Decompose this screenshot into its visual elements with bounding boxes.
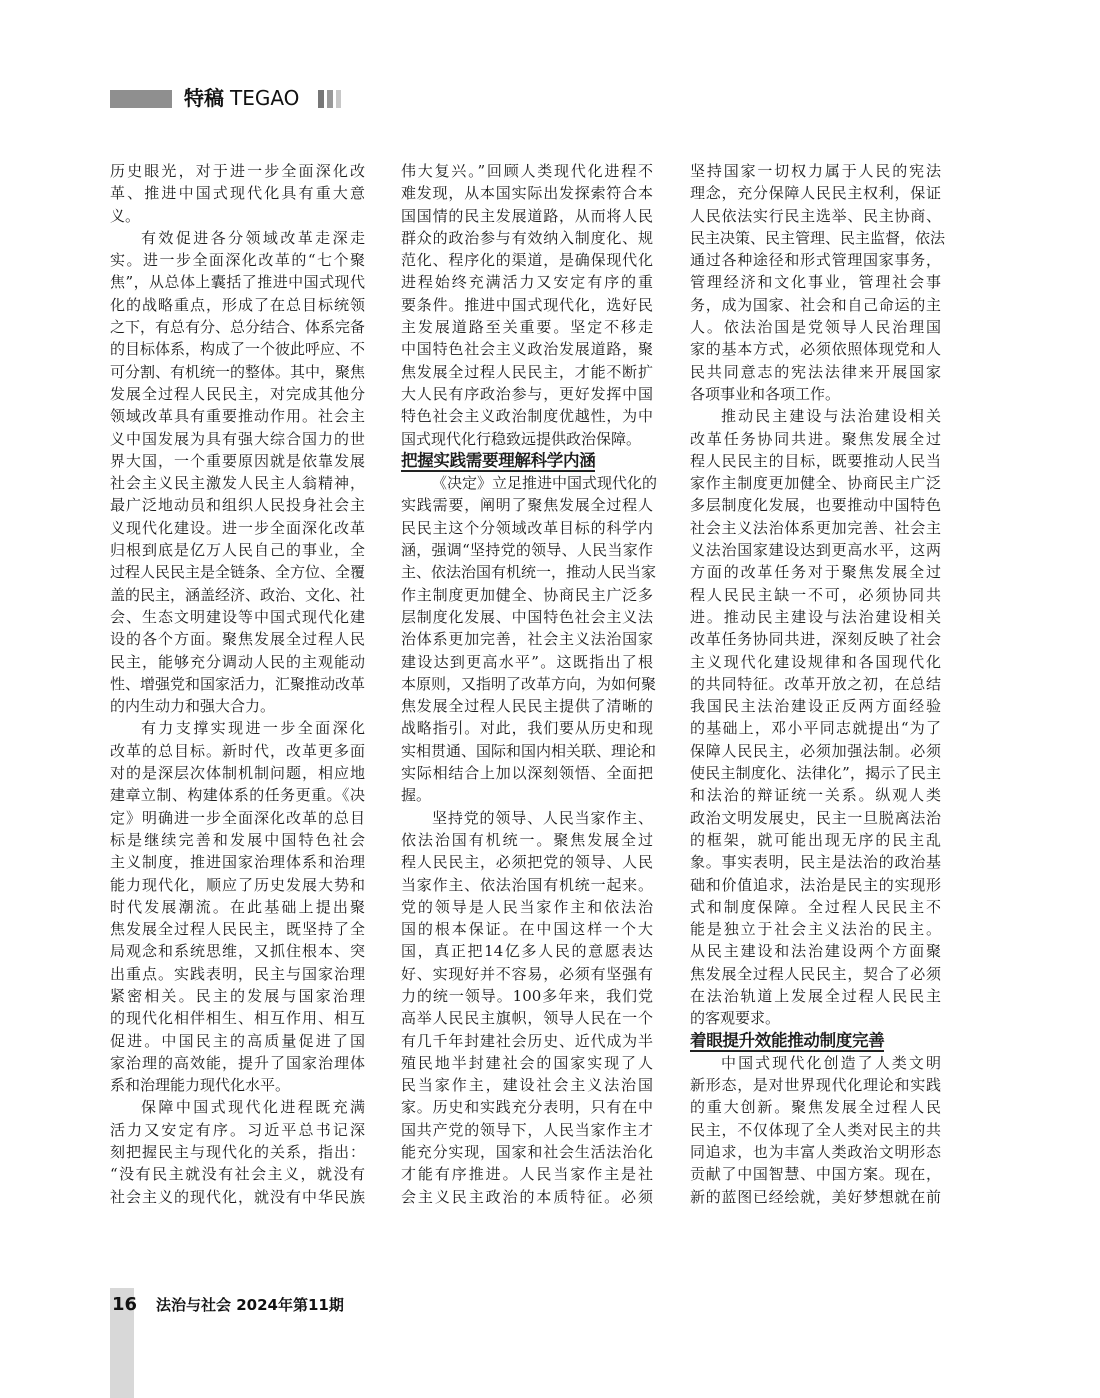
- text-line: 实。进一步全面深化改革的“七个聚: [110, 251, 365, 270]
- text-line: 民主决策、民主管理、民主监督，依法: [690, 228, 946, 247]
- text-line: 坚持党的领导、人民当家作主、: [432, 808, 653, 827]
- text-line: 的框架，就可能出现无序的民主乱: [690, 830, 941, 849]
- header-marks-decoration: [318, 90, 348, 108]
- header-bar-decoration: [110, 90, 172, 108]
- section-title: [184, 85, 299, 111]
- text-line: 程人民民主缺一不可，必须协同共: [690, 585, 941, 604]
- text-line: 本原则，又指明了改革方向，为如何聚: [401, 674, 657, 693]
- text-column-1: [110, 160, 365, 1270]
- text-line: “没有民主就没有社会主义，就没有: [110, 1165, 365, 1184]
- text-line: 时代发展潮流。在此基础上提出聚: [110, 897, 365, 916]
- text-line: 主义现代化建设规律和各国现代化: [690, 652, 941, 671]
- text-line: 中国式现代化创造了人类文明: [721, 1053, 941, 1072]
- text-line: 殖民地半封建社会的国家实现了人: [401, 1053, 653, 1072]
- text-line: 保障中国式现代化进程既充满: [141, 1098, 365, 1117]
- text-line: 家的基本方式，必须依照体现党和人: [690, 340, 941, 359]
- text-column-3: [690, 160, 946, 1270]
- text-line: 历史眼光，对于进一步全面深化改: [110, 162, 365, 180]
- section-heading-text: 把握实践需要理解科学内涵: [401, 450, 596, 470]
- text-line: 焦发展全过程人民民主，既坚持了全: [110, 920, 365, 939]
- text-line: 主、依法治国有机统一，推动人民当家: [401, 563, 657, 582]
- text-line: 群众的政治参与有效纳入制度化、规: [401, 228, 653, 247]
- text-line: 推动民主建设与法治建设相关: [721, 407, 941, 426]
- text-line: 民主，能够充分调动人民的主观能动: [110, 652, 365, 671]
- text-line: 能是独立于社会主义法治的民主。: [690, 920, 941, 939]
- text-line: 主发展道路至关重要。坚定不移走: [401, 318, 653, 337]
- text-line: 有几千年封建社会历史、近代成为半: [401, 1031, 653, 1050]
- text-line: 涵，强调“坚持党的领导、人民当家作: [401, 541, 653, 560]
- text-line: 家作主制度更加健全、协商民主广泛: [690, 474, 941, 493]
- text-line: 国国情的民主发展道路，从而将人民: [401, 206, 653, 225]
- text-line: 保障人民民主，必须加强法制。必须: [690, 741, 941, 760]
- text-line: 社会主义民主激发人民主人翁精神，: [110, 474, 365, 493]
- text-line: 要条件。推进中国式现代化，选好民: [401, 295, 653, 314]
- text-line: 焦发展全过程人民民主，契合了必须: [690, 964, 941, 983]
- text-line: 焦”，从总体上囊括了推进中国式现代: [110, 273, 365, 292]
- text-line: 务，成为国家、社会和自己命运的主: [690, 295, 941, 314]
- text-line: 活力又安定有序。习近平总书记深: [110, 1120, 365, 1139]
- text-column-2: [401, 160, 658, 1270]
- text-line: 治体系更加完善，社会主义法治国家: [401, 630, 653, 649]
- text-line: 实践需要，阐明了聚焦发展全过程人: [401, 496, 653, 515]
- text-line: 能充分实现，国家和社会生活法治化: [401, 1143, 653, 1162]
- text-line: 之下，有总有分、总分结合、体系完备: [110, 318, 366, 337]
- text-line: 方面的改革任务对于聚焦发展全过: [690, 563, 941, 582]
- text-line: 握。: [401, 786, 432, 805]
- text-line: 国，真正把14亿多人民的意愿表达: [401, 942, 653, 961]
- text-line: 特色社会主义政治制度优越性，为中: [401, 407, 653, 426]
- text-line: 的内生动力和强大合力。: [110, 697, 276, 716]
- text-line: 改革的总目标。新时代，改革更多面: [110, 741, 365, 760]
- text-line: 人。依法治国是党领导人民治理国: [690, 318, 941, 337]
- text-line: 多层制度化发展，也要推动中国特色: [690, 496, 941, 515]
- text-line: 能力现代化，顺应了历史发展大势和: [110, 875, 365, 894]
- section-title-cn: 特稿: [184, 86, 224, 110]
- text-line: 发展全过程人民民主，对完成其他分: [110, 384, 365, 403]
- text-line: 新的蓝图已经绘就，美好梦想就在前: [690, 1187, 941, 1206]
- text-line: 高举人民民主旗帜，领导人民在一个: [401, 1009, 653, 1028]
- text-line: 义法治国家建设达到更高水平，这两: [690, 541, 941, 560]
- section-heading: [690, 1030, 941, 1052]
- text-line: 的目标体系，构成了一个彼此呼应、不: [110, 340, 366, 359]
- text-line: 程人民民主，必须把党的领导、人民: [401, 853, 653, 872]
- text-line: 我国民主法治建设正反两方面经验: [690, 697, 941, 716]
- text-line: 刻把握民主与现代化的关系，指出：: [110, 1143, 365, 1162]
- text-line: 各项事业和各项工作。: [690, 384, 841, 403]
- text-line: 化的战略重点，形成了在总目标统领: [110, 295, 365, 314]
- text-line: 的客观要求。: [690, 1009, 781, 1028]
- text-line: 依法治国有机统一。聚焦发展全过: [401, 830, 653, 849]
- text-line: 会、生态文明建设等中国式现代化建: [110, 607, 365, 626]
- text-line: 义。: [110, 206, 141, 225]
- text-line: 盖的民主，涵盖经济、政治、文化、社: [110, 585, 366, 604]
- text-line: 焦发展全过程人民民主提供了清晰的: [401, 697, 653, 716]
- text-line: 国共产党的领导下，人民当家作主才: [401, 1120, 653, 1139]
- text-line: 主义制度，推进国家治理体系和治理: [110, 853, 365, 872]
- text-line: 民主，不仅体现了全人类对民主的共: [690, 1120, 941, 1139]
- text-line: 在法治轨道上发展全过程人民民主: [690, 986, 941, 1005]
- text-line: 大人民有序政治参与，更好发挥中国: [401, 384, 653, 403]
- text-line: 定》明确进一步全面深化改革的总目: [110, 808, 365, 827]
- text-line: 程人民民主的目标，既要推动人民当: [690, 451, 941, 470]
- text-line: 的共同特征。改革开放之初，在总结: [690, 674, 941, 693]
- text-line: 中国特色社会主义政治发展道路，聚: [401, 340, 653, 359]
- text-line: 战略指引。对此，我们要从历史和现: [401, 719, 653, 738]
- text-line: 《决定》立足推进中国式现代化的: [432, 474, 658, 493]
- text-line: 作主制度更加健全、协商民主广泛多: [401, 585, 653, 604]
- text-line: 有效促进各分领域改革走深走: [141, 228, 365, 247]
- text-line: 标是继续完善和发展中国特色社会: [110, 830, 365, 849]
- text-line: 伟大复兴。”回顾人类现代化进程不: [401, 162, 653, 180]
- text-line: 坚持国家一切权力属于人民的宪法: [690, 162, 941, 180]
- text-line: 有力支撑实现进一步全面深化: [141, 719, 365, 738]
- section-heading-text: 着眼提升效能推动制度完善: [690, 1030, 885, 1050]
- text-line: 管理经济和文化事业，管理社会事: [690, 273, 941, 292]
- text-line: 民共同意志的宪法法律来开展国家: [690, 362, 941, 381]
- text-line: 的基础上，邓小平同志就提出“为了: [690, 719, 941, 738]
- text-line: 义中国发展为具有强大综合国力的世: [110, 429, 365, 448]
- text-line: 同追求，也为丰富人类政治文明形态: [690, 1143, 941, 1162]
- text-line: 性、增强党和国家活力，汇聚推动改革: [110, 674, 366, 693]
- text-line: 从民主建设和法治建设两个方面聚: [690, 942, 941, 961]
- text-line: 系和治理能力现代化水平。: [110, 1076, 291, 1095]
- text-line: 建章立制、构建体系的任务更重。《决: [110, 786, 365, 805]
- page-number: 16: [112, 1294, 138, 1315]
- text-line: 础和价值追求，法治是民主的实现形: [690, 875, 941, 894]
- text-line: 难发现，从本国实际出发探索符合本: [401, 184, 653, 203]
- text-line: 党的领导是人民当家作主和依法治: [401, 897, 653, 916]
- text-line: 实相贯通、国际和国内相关联、理论和: [401, 741, 657, 760]
- text-line: 国式现代化行稳致远提供政治保障。: [401, 429, 642, 448]
- text-line: 改革任务协同共进。聚焦发展全过: [690, 429, 941, 448]
- text-line: 会主义民主政治的本质特征。必须: [401, 1187, 653, 1206]
- text-line: 局观念和系统思维，又抓住根本、突: [110, 942, 365, 961]
- journal-issue: 法治与社会 2024年第11期: [156, 1296, 344, 1314]
- text-line: 的现代化相伴相生、相互作用、相互: [110, 1009, 365, 1028]
- text-line: 进。推动民主建设与法治建设相关: [690, 607, 941, 626]
- text-line: 式和制度保障。全过程人民民主不: [690, 897, 941, 916]
- text-line: 力的统一领导。100多年来，我们党: [401, 986, 653, 1005]
- text-line: 民当家作主，建设社会主义法治国: [401, 1076, 653, 1095]
- text-line: 民民主这个分领域改革目标的科学内: [401, 518, 653, 537]
- text-line: 家治理的高效能，提升了国家治理体: [110, 1053, 365, 1072]
- text-line: 通过各种途径和形式管理国家事务，: [690, 251, 941, 270]
- section-heading: [401, 450, 653, 472]
- text-line: 领域改革具有重要推动作用。社会主: [110, 407, 365, 426]
- text-line: 使民主制度化、法律化”，揭示了民主: [690, 764, 941, 783]
- text-line: 范化、程序化的渠道，是确保现代化: [401, 251, 653, 270]
- text-line: 当家作主、依法治国有机统一起来。: [401, 875, 653, 894]
- text-line: 界大国，一个重要原因就是依靠发展: [110, 451, 365, 470]
- text-line: 实际相结合上加以深刻领悟、全面把: [401, 764, 653, 783]
- text-line: 焦发展全过程人民民主，才能不断扩: [401, 362, 653, 381]
- text-line: 设的各个方面。聚焦发展全过程人民: [110, 630, 365, 649]
- text-line: 促进。中国民主的高质量促进了国: [110, 1031, 365, 1050]
- text-line: 出重点。实践表明，民主与国家治理: [110, 964, 365, 983]
- text-line: 家。历史和实践充分表明，只有在中: [401, 1098, 653, 1117]
- text-line: 和法治的辩证统一关系。纵观人类: [690, 786, 941, 805]
- text-line: 理念，充分保障人民民主权利，保证: [690, 184, 941, 203]
- text-line: 革、推进中国式现代化具有重大意: [110, 184, 365, 203]
- text-line: 社会主义法治体系更加完善、社会主: [690, 518, 941, 537]
- text-line: 可分割、有机统一的整体。其中，聚焦: [110, 362, 366, 381]
- section-title-en: TEGAO: [230, 86, 300, 110]
- text-line: 建设达到更高水平”。这既指出了根: [401, 652, 653, 671]
- text-line: 好、实现好并不容易，必须有坚强有: [401, 964, 653, 983]
- text-line: 义现代化建设。进一步全面深化改革: [110, 518, 365, 537]
- text-line: 进程始终充满活力又安定有序的重: [401, 273, 653, 292]
- text-line: 贡献了中国智慧、中国方案。现在，: [690, 1165, 941, 1184]
- text-line: 归根到底是亿万人民自己的事业，全: [110, 541, 365, 560]
- text-line: 社会主义的现代化，就没有中华民族: [110, 1187, 365, 1206]
- text-line: 才能有序推进。人民当家作主是社: [401, 1165, 653, 1184]
- text-line: 人民依法实行民主选举、民主协商、: [690, 206, 941, 225]
- text-line: 对的是深层次体制机制问题，相应地: [110, 764, 365, 783]
- text-line: 国的根本保证。在中国这样一个大: [401, 920, 653, 939]
- text-line: 象。事实表明，民主是法治的政治基: [690, 853, 941, 872]
- text-line: 紧密相关。民主的发展与国家治理: [110, 986, 365, 1005]
- text-line: 的重大创新。聚焦发展全过程人民: [690, 1098, 941, 1117]
- text-line: 新形态，是对世界现代化理论和实践: [690, 1076, 941, 1095]
- text-line: 层制度化发展、中国特色社会主义法: [401, 607, 653, 626]
- text-line: 过程人民民主是全链条、全方位、全覆: [110, 563, 366, 582]
- text-line: 最广泛地动员和组织人民投身社会主: [110, 496, 365, 515]
- text-line: 改革任务协同共进，深刻反映了社会: [690, 630, 941, 649]
- text-line: 政治文明发展史，民主一旦脱离法治: [690, 808, 941, 827]
